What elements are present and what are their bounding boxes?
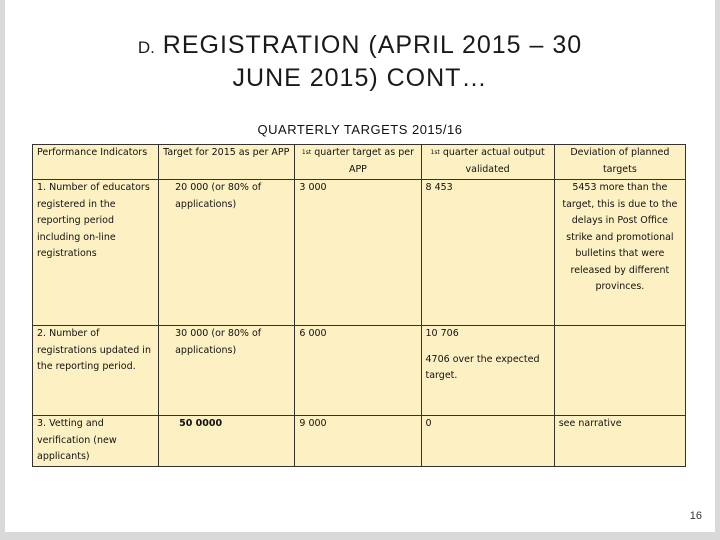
slide-title (60, 30, 660, 93)
table-caption: QUARTERLY TARGETS 2015/16 (257, 122, 463, 137)
header-q1-actual-sup: 1st (430, 149, 440, 156)
header-target: Target for 2015 as per APP (159, 145, 295, 180)
title-line-1: REGISTRATION (APRIL 2015 – 30 (162, 31, 583, 59)
row3-deviation: see narrative (554, 416, 685, 467)
row3-q1-actual: 0 (421, 416, 554, 467)
table-row (33, 326, 686, 416)
table-header-row (33, 145, 686, 180)
row1-q1-target: 3 000 (295, 180, 421, 326)
header-indicator: Performance Indicators (33, 145, 159, 180)
row2-indicator: 2. Number of registrations updated in the reporting period. (33, 326, 159, 416)
row2-q1-target: 6 000 (295, 326, 421, 416)
row1-q1-actual: 8 453 (421, 180, 554, 326)
row3-q1-target: 9 000 (295, 416, 421, 467)
table-row (33, 180, 686, 326)
row3-indicator: 3. Vetting and verification (new applicants) (33, 416, 159, 467)
header-q1-actual (421, 145, 554, 180)
bottom-frame-bar (0, 532, 720, 540)
row1-deviation: 5453 more than the target, this is due to the delays in Post Office strike and promotional bulletins that were released by different provinces. (554, 180, 685, 326)
page-number: 16 (689, 510, 702, 522)
row2-deviation (554, 326, 685, 416)
right-frame-bar (715, 0, 720, 540)
left-frame-bar (0, 0, 5, 540)
row2-q1-actual: 10 706 (425, 328, 459, 339)
row3-target: 50 0000 (159, 416, 295, 467)
row1-target: 20 000 (or 80% of applications) (159, 180, 295, 326)
header-q1-target (295, 145, 421, 180)
header-q1-actual-label: quarter actual output validated (442, 147, 545, 175)
title-prefix: D. (137, 38, 155, 57)
quarterly-targets-table (32, 144, 686, 467)
row1-indicator: 1. Number of educators registered in the reporting period including on-line registrations (33, 180, 159, 326)
table-row (33, 416, 686, 467)
row2-q1-actual-cell (421, 326, 554, 416)
header-q1-target-label: quarter target as per APP (314, 147, 414, 175)
header-q1-target-sup: 1st (301, 149, 312, 156)
title-line-2: JUNE 2015) CONT… (232, 64, 488, 92)
header-deviation: Deviation of planned targets (554, 145, 685, 180)
row2-target: 30 000 (or 80% of applications) (159, 326, 295, 416)
row2-q1-actual-note: 4706 over the expected target. (425, 353, 540, 381)
